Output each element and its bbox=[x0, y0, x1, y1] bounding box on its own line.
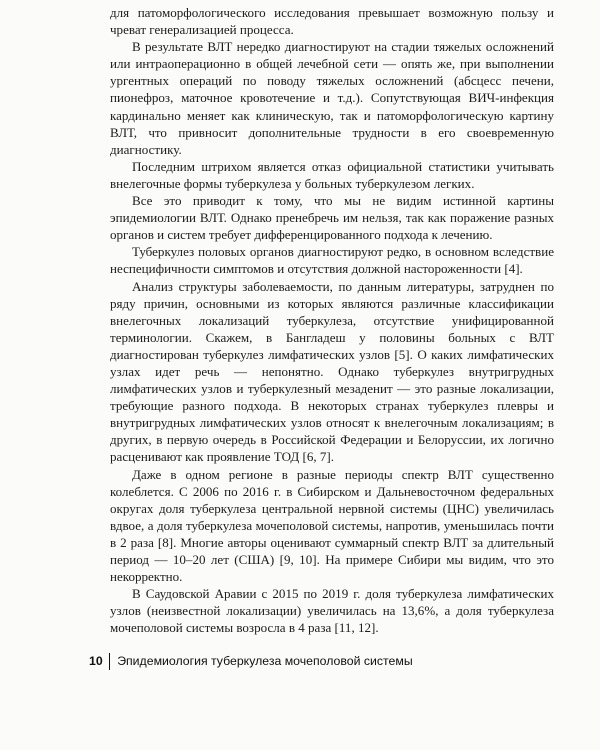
paragraph-complications: В результате ВЛТ нередко диагностируют на стадии тяжелых осложнений или интраоперационно в общей лечебной сети — опять же, при выполнении ургентных операций по поводу тяжелых осложнений (абсцесс печени, пионефроз, маточное кровотечение и т.д.). Сопутствующая ВИЧ-инфекция кардинально меняет как клиническую, так и патоморфологическую картину ВЛТ, что привносит дополнительные трудности в его своевременную диагностику. bbox=[110, 39, 554, 157]
paragraph-structure-analysis: Анализ структуры заболеваемости, по данным литературы, затруднен по ряду причин, основными из которых являются различные классификации внелегочных локализаций туберкулеза, отсутствие унифицированной терминологии. Скажем, в Бангладеш у половины больных с ВЛТ диагностирован туберкулез лимфатических узлов [5]. О каких лимфатических узлах идет речь — непонятно. Однако туберкулез внутригрудных лимфатических узлов и туберкулезный мезаденит — это разные локализации, требующие разного подхода. В некоторых странах туберкулез плевры и внутригрудных лимфатических узлов относят к внелегочным локализациям; в других, в первую очередь в Российской Федерации и Белоруссии, их логично расценивают как проявление ТОД [6, 7]. bbox=[110, 278, 554, 465]
paragraph-regional-spectrum: Даже в одном регионе в разные периоды спектр ВЛТ существенно колеблется. С 2006 по 2016 г. в Сибирском и Дальневосточном федеральных округах доля туберкулеза центральной нервной системы (ЦНС) увеличилась вдвое, а доля туберкулеза мочеполовой системы, напротив, уменьшилась почти в 2 раза [8]. Многие авторы оценивают суммарный спектр ВЛТ за длительный период — 10–20 лет (США) [9, 10]. На примере Сибири мы видим, что это некорректно. bbox=[110, 466, 554, 585]
paragraph-statistics: Последним штрихом является отказ официальной статистики учитывать внелегочные формы туберкулеза у больных туберкулезом легких. bbox=[110, 158, 554, 191]
paragraph-genital-tb: Туберкулез половых органов диагностируют редко, в основном вследствие неспецифичности симптомов и отсутствия должной настороженности [4]. bbox=[110, 244, 554, 277]
page-footer bbox=[89, 652, 413, 670]
paragraph-continuation: для патоморфологического исследования превышает возможную пользу и чреват генерализацией процесса. bbox=[110, 5, 554, 38]
footer-divider bbox=[109, 653, 111, 670]
paragraph-epidemiology: Все это приводит к тому, что мы не видим истинной картины эпидемиологии ВЛТ. Однако пренебречь им нельзя, так как поражение разных органов и систем требует дифференцированного подхода к лечению. bbox=[110, 193, 554, 243]
body-text bbox=[110, 4, 554, 636]
page-number: 10 bbox=[89, 654, 103, 668]
paragraph-saudi-arabia: В Саудовской Аравии с 2015 по 2019 г. доля туберкулеза лимфатических узлов (неизвестной локализации) увеличилась на 13,6%, а доля туберкулеза мочеполовой системы возросла в 4 раза [11, 12]. bbox=[110, 586, 554, 636]
running-title: Эпидемиология туберкулеза мочеполовой системы bbox=[117, 654, 413, 668]
